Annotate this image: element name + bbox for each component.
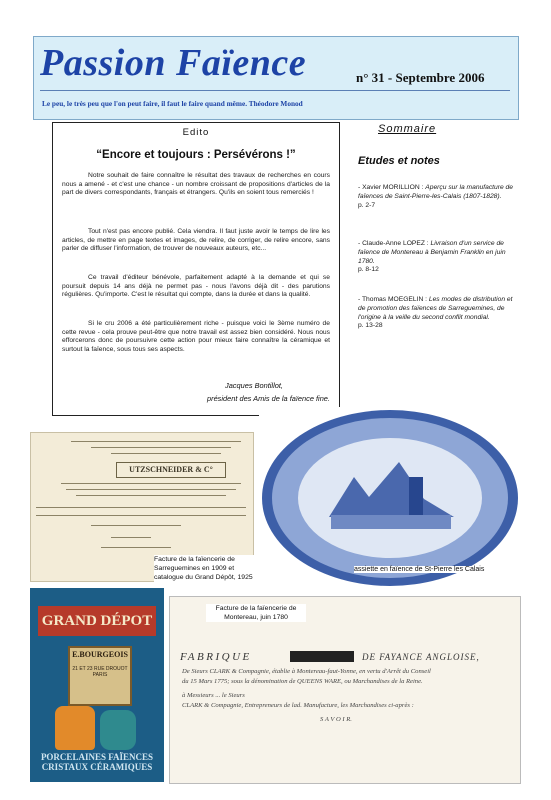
entry-pages: p. 8-12 — [358, 266, 379, 274]
invoice2-line: CLARK & Compagnie, Entrepreneurs de lad. Manufacture, les Marchandises ci-après : — [182, 702, 414, 709]
poster-vase — [55, 706, 95, 750]
issue-number: n° 31 - Septembre 2006 — [356, 70, 485, 85]
invoice-text-line — [111, 537, 151, 538]
sommaire-section: Etudes et notes — [358, 155, 440, 167]
poster-title: GRAND DÉPOT — [38, 606, 156, 636]
invoice2-line: à Messieurs ... le Sieurs — [182, 692, 245, 699]
grand-depot-poster — [30, 588, 164, 782]
entry-author: - Thomas MOEGELIN : — [358, 296, 429, 303]
edito-paragraph-1: Notre souhait de faire connaître le résultat des travaux de recherches en cours nous a amené - et c'est une chance - un nombre croissant de propositions d'articles de la part de divers correspondants, français et étrangers. Qu'ils en soient tous remerciés ! — [62, 172, 330, 197]
entry-author: - Claude-Anne LOPEZ : — [358, 240, 431, 247]
utzschneider-logo: UTZSCHNEIDER & C° — [116, 462, 226, 478]
sommaire-heading: Sommaire — [378, 123, 437, 135]
poster-sign: E.BOURGEOIS — [72, 650, 128, 659]
caption-plate: assiette en faïence de St-Pierre les Calais — [354, 566, 485, 573]
invoice2-header-right: DE FAYANCE ANGLOISE, — [362, 652, 480, 662]
edito-signature: Jacques Bontillot, — [225, 381, 283, 390]
invoice-text-line — [76, 495, 226, 496]
invoice2-header-left: FABRIQUE — [180, 651, 252, 663]
invoice-text-line — [91, 447, 231, 448]
plate-pagoda — [409, 477, 423, 515]
plate-water — [331, 515, 451, 529]
edito-paragraph-2: Tout n'est pas encore publié. Cela viendra. Il faut juste avoir le temps de lire les articles, de mettre en page textes et images, de relire, de corriger, de relire encore, sans parler de diffuser l'information, de trouver de nouveaux auteurs, etc... — [62, 228, 330, 253]
entry-pages: p. 2-7 — [358, 201, 376, 209]
invoice-text-line — [61, 483, 241, 484]
edito-paragraph-3: Ce travail d'éditeur bénévole, parfaitement adapté à la demande et qui se poursuit depuis 14 ans déjà ne permet pas - nous l'avons déjà dit - des parutions régulières. Qu'importe. C'est le résultat qui compte, dans la durée et dans la qualité. — [62, 274, 330, 299]
sommaire-entry-1[interactable] — [358, 184, 518, 210]
entry-pages: p. 13-28 — [358, 322, 383, 330]
poster-jar — [100, 710, 136, 750]
invoice-text-line — [101, 547, 171, 548]
poster-bottom-text: PORCELAINES FAÏENCES CRISTAUX CÉRAMIQUES — [40, 752, 154, 772]
invoice2-line: S A V O I R. — [320, 716, 352, 723]
caption-montereau: Facture de la faïencerie de Montereau, juin 1780 — [206, 604, 306, 622]
edito-signature-role: président des Amis de la faïence fine. — [207, 394, 330, 403]
invoice2-line: De Sieurs CLARK & Compagnie, établie à Montereau-faut-Yonne, en vertu d'Arrêt du Conseil — [182, 668, 431, 675]
entry-title: Livraison d'un service de faïence de Montereau à Benjamin Franklin en juin 1780. — [358, 240, 506, 265]
caption-sarreguemines: Facture de la faïencerie de Sarreguemines en 1909 et catalogue du Grand Dépôt, 1925 — [154, 556, 253, 581]
entry-author: - Xavier MORILLION : — [358, 184, 426, 191]
edito-heading: Edito — [182, 127, 210, 138]
invoice2-redaction — [290, 651, 354, 662]
plate-image — [259, 407, 520, 588]
invoice2-line: du 15 Mars 1775; sous la dénomination de QUEENS WARE, ou Marchandises de la Reine. — [182, 678, 423, 685]
sommaire-entry-3[interactable] — [358, 296, 518, 331]
montereau-invoice-image — [169, 596, 521, 784]
invoice-text-line — [66, 489, 236, 490]
invoice-text-line — [91, 525, 181, 526]
invoice-text-line — [36, 507, 246, 508]
journal-title: Passion Faïence — [40, 42, 307, 84]
sommaire-entry-2[interactable] — [358, 240, 518, 275]
edito-paragraph-4: Si le cru 2006 a été particulièrement riche - puisque voici le 3ème numéro de cette revue - cela prouve peut-être que notre travail est assez bien considéré. Nous nous efforcerons donc de poursuivre cette action pour mieux faire connaître la céramique et surtout la faïence, sous tous ses aspects. — [62, 320, 330, 353]
poster-sign-address: 21 ET 23 RUE DROUOT PARIS — [72, 666, 128, 678]
edito-title: “Encore et toujours : Persévérons !” — [96, 149, 296, 161]
invoice-text-line — [71, 441, 241, 442]
masthead-motto: Le peu, le très peu que l'on peut faire, il faut le faire quand même. Théodore Monod — [42, 99, 303, 108]
entry-title: Aperçu sur la manufacture de faïences de Saint-Pierre-les-Calais (1807-1828). — [358, 184, 513, 200]
edito-box — [52, 122, 340, 416]
invoice-text-line — [36, 515, 246, 516]
masthead-divider — [40, 90, 510, 91]
invoice-text-line — [111, 453, 221, 454]
entry-title: Les modes de distribution et de promotion des faïences de Sarreguemines, de l'origine à la veille du second conflit mondial. — [358, 296, 513, 321]
